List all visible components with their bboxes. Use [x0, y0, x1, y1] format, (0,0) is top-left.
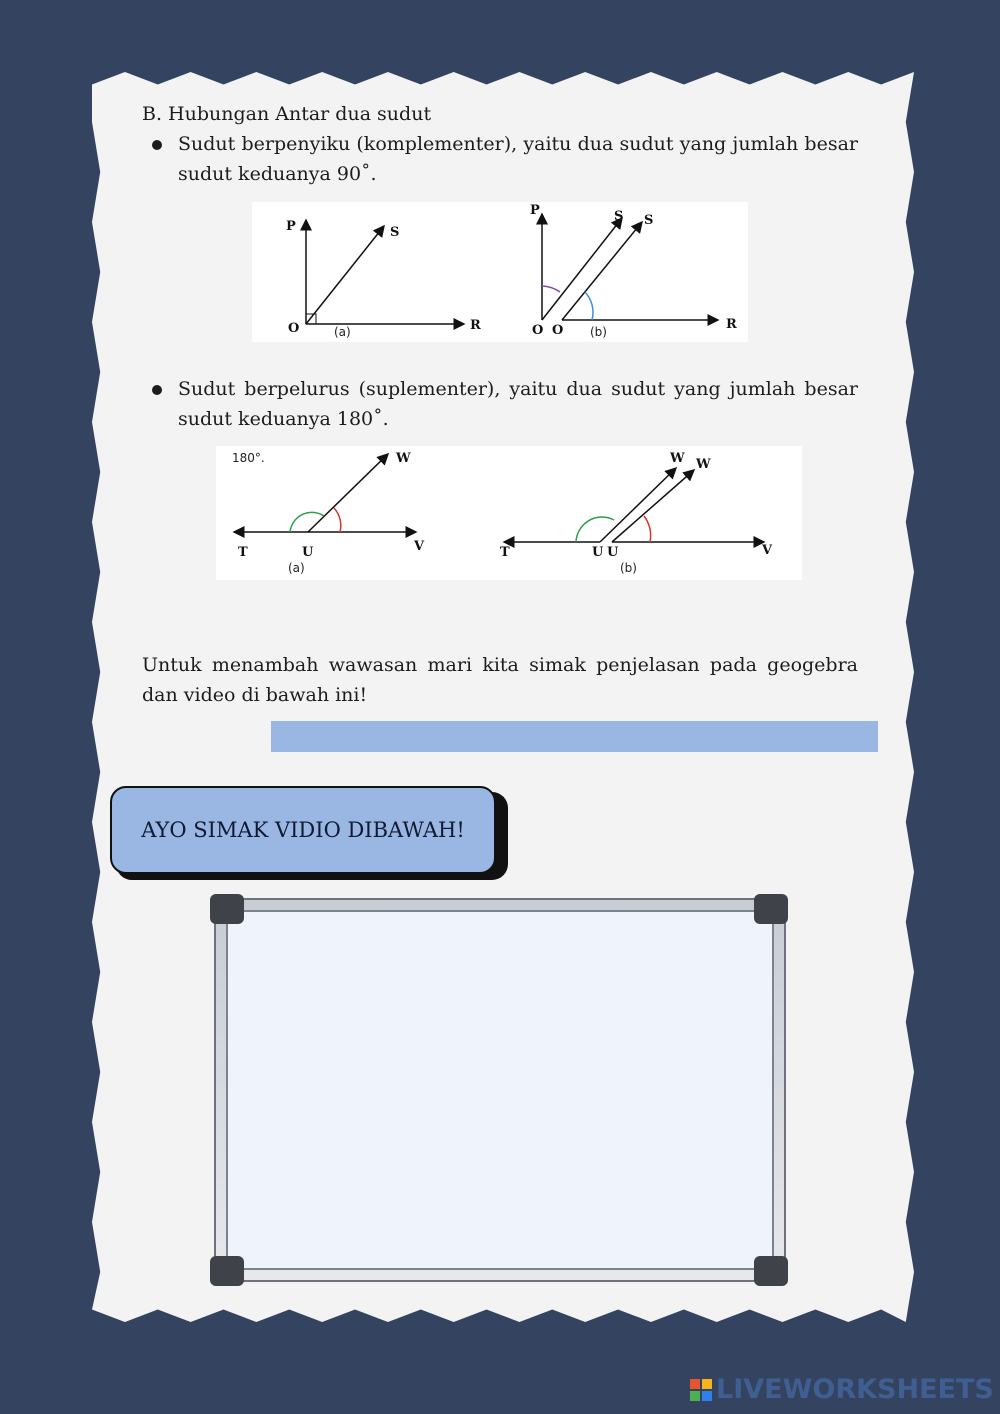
label-w-b1: W [670, 451, 685, 466]
angle-arc-red [334, 508, 341, 532]
angle-arc-red-b [644, 516, 651, 542]
label-t-b: T [500, 545, 510, 560]
footer-brand: LIVEWORKSHEETS [716, 1374, 994, 1405]
caption-a2: (a) [288, 561, 305, 575]
board-corner [754, 1256, 788, 1286]
bullet-dot [152, 140, 162, 150]
label-u-b1: U [592, 545, 604, 560]
board-corner [754, 894, 788, 924]
ray-uw-b1 [600, 468, 676, 542]
geogebra-link-bar[interactable] [271, 721, 878, 752]
label-u: U [302, 545, 314, 560]
label-r-b: R [726, 317, 737, 332]
ray-uw [308, 454, 388, 532]
label-s: S [390, 225, 400, 240]
supplementary-definition: Sudut berpelurus (suplementer), yaitu dua sudut yang jumlah besar sudut keduanya 180˚. [178, 378, 858, 430]
video-banner: AYO SIMAK VIDIO DIBAWAH! [110, 786, 496, 874]
label-p-b: P [530, 203, 540, 218]
angle-arc-purple [542, 286, 560, 292]
angle-arc-green-b [576, 517, 614, 542]
label-o-b1: O [532, 323, 544, 338]
ray-os-b1 [542, 218, 622, 320]
instruction-paragraph: Untuk menambah wawasan mari kita simak penjelasan pada geogebra dan video di bawah ini! [142, 654, 858, 706]
label-u-b2: U [607, 545, 619, 560]
label-t: T [238, 545, 248, 560]
board-corner [210, 1256, 244, 1286]
complementary-definition: Sudut berpenyiku (komplementer), yaitu dua sudut yang jumlah besar sudut keduanya 90˚. [178, 133, 858, 185]
label-p: P [286, 219, 296, 234]
section-heading: B. Hubungan Antar dua sudut [142, 103, 432, 125]
logo-grid-icon [690, 1379, 712, 1401]
label-r: R [470, 318, 481, 333]
video-area[interactable] [226, 910, 774, 1270]
ray-os-b2 [562, 222, 642, 320]
label-o-b2: O [552, 323, 564, 338]
caption-a: (a) [334, 325, 351, 339]
angle-arc-blue [585, 292, 593, 320]
ray-os [306, 226, 384, 324]
label-s-b2: S [644, 213, 654, 228]
label-v-b: V [762, 543, 773, 558]
label-w: W [396, 451, 411, 466]
board-corner [210, 894, 244, 924]
note-180: 180°. [232, 451, 265, 465]
complementary-angle-diagram [252, 202, 748, 342]
label-s-b1: S [614, 209, 624, 224]
video-whiteboard[interactable] [214, 898, 786, 1282]
label-v: V [414, 539, 425, 554]
ray-uw-b2 [612, 470, 694, 542]
label-w-b2: W [696, 457, 711, 472]
label-o: O [288, 321, 300, 336]
bullet-dot [152, 385, 162, 395]
supplementary-angle-diagram [216, 446, 802, 580]
caption-b: (b) [590, 325, 607, 339]
caption-b2: (b) [620, 561, 637, 575]
liveworksheets-logo [690, 1374, 994, 1405]
